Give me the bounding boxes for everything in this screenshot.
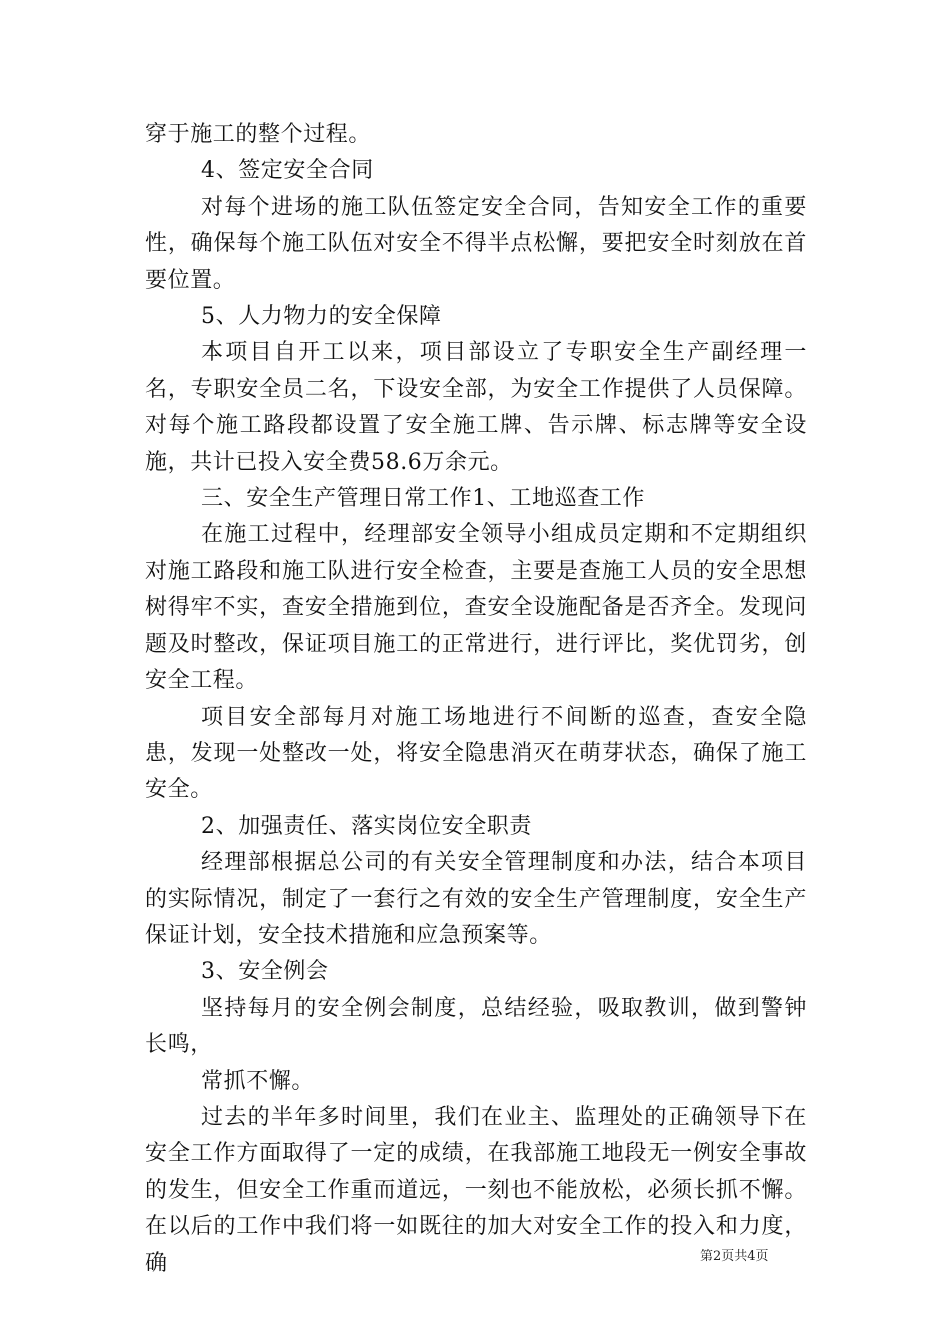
heading-manpower-material-safety: 5、人力物力的安全保障 (201, 304, 442, 330)
page-number-footer: 第2页共4页 (700, 1249, 769, 1264)
paragraph-site-inspection: 在施工过程中，经理部安全领导小组成员定期和不定期组织对施工路段和施工队进行安全检查，主要是查施工人员的安全思想树得牢不实，查安全措施到位，查安全设施配备是否齐全。发现问题及时整改，保证项目施工的正常进行，进行评比，奖优罚劣，创安全工程。 (145, 522, 807, 694)
heading-safety-meeting: 3、安全例会 (201, 959, 329, 985)
heading-sign-safety-contract: 4、签定安全合同 (201, 158, 374, 184)
document-body (145, 117, 807, 1282)
paragraph-monthly-inspection: 项目安全部每月对施工场地进行不间断的巡查，查安全隐患，发现一处整改一处，将安全隐患消灭在萌芽状态，确保了施工安全。 (145, 704, 807, 803)
heading-daily-safety-management: 三、安全生产管理日常工作1、工地巡查工作 (201, 486, 645, 512)
paragraph-continuation: 穿于施工的整个过程。 (145, 122, 372, 147)
paragraph-management-system: 经理部根据总公司的有关安全管理制度和办法，结合本项目的实际情况，制定了一套行之有效的安全生产管理制度，安全生产保证计划，安全技术措施和应急预案等。 (145, 850, 807, 948)
paragraph-safety-contract: 对每个进场的施工队伍签定安全合同，告知安全工作的重要性，确保每个施工队伍对安全不得半点松懈，要把安全时刻放在首要位置。 (145, 194, 807, 293)
paragraph-manpower-material-safety: 本项目自开工以来，项目部设立了专职安全生产副经理一名，专职安全员二名，下设安全部，为安全工作提供了人员保障。对每个施工路段都设置了安全施工牌、告示牌、标志牌等安全设施，共计已投入安全费58.6万余元。 (145, 340, 807, 475)
paragraph-summary: 过去的半年多时间里，我们在业主、监理处的正确领导下在安全工作方面取得了一定的成绩，在我部施工地段无一例安全事故的发生，但安全工作重而道远，一刻也不能放松，必须长抓不懈。在以后的工作中我们将一如既往的加大对安全工作的投入和力度，确 (145, 1104, 807, 1276)
paragraph-persistence: 常抓不懈。 (201, 1068, 315, 1094)
paragraph-safety-meeting: 坚持每月的安全例会制度，总结经验，吸取教训，做到警钟长鸣， (145, 995, 807, 1058)
heading-strengthen-responsibility: 2、加强责任、落实岗位安全职责 (201, 813, 532, 839)
